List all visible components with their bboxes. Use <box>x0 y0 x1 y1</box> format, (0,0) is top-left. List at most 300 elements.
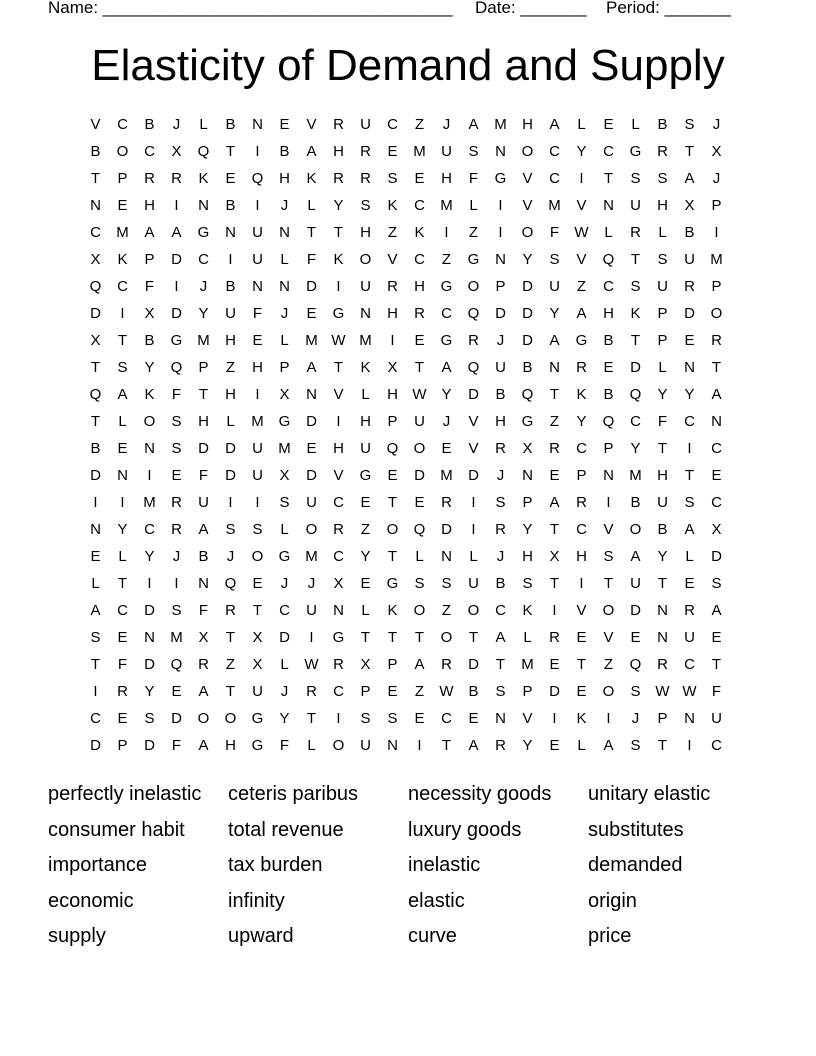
grid-letter: N <box>333 602 344 619</box>
grid-letter: D <box>522 332 533 349</box>
grid-letter: C <box>279 602 290 619</box>
grid-letter: B <box>279 143 290 160</box>
grid-letter: U <box>252 683 263 700</box>
grid-letter: A <box>684 521 695 538</box>
grid-letter: T <box>90 359 101 376</box>
grid-letter: I <box>228 251 233 268</box>
grid-letter: T <box>684 143 695 160</box>
grid-letter: I <box>336 413 341 430</box>
grid-letter: H <box>495 413 506 430</box>
grid-letter: Z <box>603 656 614 673</box>
grid-letter: P <box>144 251 155 268</box>
grid-letter: J <box>712 116 721 133</box>
grid-letter: M <box>548 197 561 214</box>
word-list-item: luxury goods <box>408 818 522 841</box>
grid-letter: E <box>630 629 641 646</box>
grid-letter: T <box>603 170 614 187</box>
grid-letter: F <box>468 170 479 187</box>
grid-letter: R <box>549 440 560 457</box>
grid-letter: Z <box>576 278 587 295</box>
grid-letter: H <box>360 413 371 430</box>
grid-letter: J <box>280 305 289 322</box>
grid-letter: C <box>198 251 209 268</box>
grid-letter: R <box>549 629 560 646</box>
grid-letter: L <box>361 602 370 619</box>
grid-letter: H <box>387 386 398 403</box>
grid-letter: H <box>333 143 344 160</box>
grid-letter: A <box>171 224 182 241</box>
grid-letter: L <box>199 116 208 133</box>
grid-letter: N <box>90 197 101 214</box>
grid-letter: U <box>252 467 263 484</box>
grid-letter: D <box>495 305 506 322</box>
grid-letter: U <box>441 143 452 160</box>
grid-letter: Q <box>467 305 480 322</box>
grid-letter: E <box>414 494 425 511</box>
grid-letter: R <box>495 440 506 457</box>
grid-letter: N <box>549 359 560 376</box>
grid-letter: Y <box>522 521 533 538</box>
grid-letter: J <box>280 683 289 700</box>
grid-letter: U <box>306 602 317 619</box>
grid-letter: N <box>144 440 155 457</box>
grid-letter: S <box>387 170 398 187</box>
grid-letter: B <box>630 494 641 511</box>
grid-letter: T <box>117 332 128 349</box>
grid-letter: L <box>91 575 100 592</box>
grid-letter: N <box>495 251 506 268</box>
grid-letter: C <box>603 143 614 160</box>
grid-letter: F <box>279 737 290 754</box>
grid-letter: Q <box>521 386 534 403</box>
grid-letter: R <box>333 521 344 538</box>
grid-letter: H <box>441 170 452 187</box>
grid-letter: Z <box>441 602 452 619</box>
grid-letter: T <box>711 656 722 673</box>
grid-letter: R <box>360 143 371 160</box>
grid-letter: M <box>494 116 507 133</box>
grid-letter: H <box>576 548 587 565</box>
grid-letter: H <box>414 278 425 295</box>
grid-letter: R <box>306 683 317 700</box>
grid-letter: D <box>414 467 425 484</box>
grid-letter: T <box>603 575 614 592</box>
grid-letter: L <box>604 224 613 241</box>
grid-letter: C <box>684 413 695 430</box>
grid-letter: P <box>198 359 209 376</box>
grid-letter: I <box>255 197 260 214</box>
grid-letter: S <box>630 683 641 700</box>
grid-letter: K <box>144 386 155 403</box>
grid-letter: D <box>198 440 209 457</box>
grid-letter: B <box>144 116 155 133</box>
grid-letter: D <box>306 413 317 430</box>
grid-letter: G <box>332 629 345 646</box>
grid-letter: C <box>549 170 560 187</box>
grid-letter: L <box>658 359 667 376</box>
grid-letter: B <box>225 278 236 295</box>
grid-letter: C <box>144 521 155 538</box>
grid-letter: A <box>603 737 614 754</box>
grid-letter: F <box>198 602 209 619</box>
word-list-item: economic <box>48 889 134 912</box>
grid-letter: T <box>387 629 398 646</box>
grid-letter: W <box>655 683 670 700</box>
grid-letter: V <box>90 116 101 133</box>
grid-letter: S <box>468 143 479 160</box>
grid-letter: F <box>711 683 722 700</box>
grid-letter: K <box>576 710 587 727</box>
grid-letter: A <box>198 737 209 754</box>
grid-letter: I <box>228 494 233 511</box>
grid-letter: L <box>415 548 424 565</box>
word-list-item: origin <box>588 889 637 912</box>
grid-letter: N <box>603 197 614 214</box>
grid-letter: T <box>414 359 425 376</box>
period-field: Period: _______ <box>606 0 731 17</box>
grid-letter: I <box>93 494 98 511</box>
grid-letter: R <box>144 170 155 187</box>
grid-letter: A <box>630 548 641 565</box>
grid-letter: M <box>143 494 156 511</box>
grid-letter: N <box>657 629 668 646</box>
grid-letter: Z <box>387 224 398 241</box>
grid-letter: M <box>710 251 723 268</box>
grid-letter: A <box>306 359 317 376</box>
grid-letter: O <box>467 602 480 619</box>
word-list-item: substitutes <box>588 818 684 841</box>
grid-letter: T <box>468 629 479 646</box>
grid-letter: A <box>711 386 722 403</box>
grid-letter: C <box>144 143 155 160</box>
grid-letter: O <box>251 548 264 565</box>
grid-letter: Y <box>576 143 587 160</box>
grid-letter: C <box>495 602 506 619</box>
grid-letter: W <box>574 224 589 241</box>
grid-letter: T <box>549 521 560 538</box>
word-list-item: necessity goods <box>408 783 552 805</box>
grid-letter: X <box>171 143 182 160</box>
grid-letter: R <box>225 602 236 619</box>
grid-letter: S <box>441 575 452 592</box>
grid-letter: T <box>252 602 263 619</box>
grid-letter: F <box>549 224 560 241</box>
grid-letter: X <box>387 359 398 376</box>
grid-letter: D <box>144 656 155 673</box>
grid-letter: P <box>387 656 398 673</box>
grid-letter: P <box>711 197 722 214</box>
grid-letter: E <box>252 332 263 349</box>
grid-letter: M <box>440 197 453 214</box>
grid-letter: R <box>171 494 182 511</box>
grid-letter: B <box>495 386 506 403</box>
grid-letter: X <box>711 143 722 160</box>
grid-letter: T <box>657 575 668 592</box>
grid-letter: M <box>116 224 129 241</box>
grid-letter: E <box>117 440 128 457</box>
grid-letter: F <box>252 305 263 322</box>
grid-letter: O <box>224 710 237 727</box>
grid-letter: W <box>439 683 454 700</box>
grid-letter: O <box>602 683 615 700</box>
grid-letter: J <box>712 170 721 187</box>
grid-letter: O <box>197 710 210 727</box>
grid-letter: O <box>359 251 372 268</box>
grid-letter: U <box>360 440 371 457</box>
grid-letter: C <box>414 251 425 268</box>
grid-letter: I <box>390 332 395 349</box>
grid-letter: J <box>442 116 451 133</box>
grid-letter: U <box>468 575 479 592</box>
grid-letter: I <box>687 440 692 457</box>
grid-letter: T <box>333 359 344 376</box>
grid-letter: F <box>144 278 155 295</box>
grid-letter: D <box>90 737 101 754</box>
grid-letter: T <box>117 575 128 592</box>
grid-letter: T <box>549 575 560 592</box>
grid-letter: X <box>279 386 290 403</box>
grid-letter: I <box>687 737 692 754</box>
grid-letter: C <box>684 656 695 673</box>
grid-letter: H <box>333 440 344 457</box>
grid-letter: I <box>417 737 422 754</box>
word-list-item: importance <box>48 854 147 876</box>
grid-letter: R <box>576 494 587 511</box>
grid-letter: V <box>522 710 533 727</box>
word-list <box>48 778 768 956</box>
grid-letter: T <box>657 737 668 754</box>
grid-letter: V <box>576 197 587 214</box>
grid-letter: S <box>90 629 101 646</box>
grid-letter: S <box>360 197 371 214</box>
grid-letter: T <box>576 656 587 673</box>
grid-letter: R <box>360 170 371 187</box>
grid-letter: O <box>710 305 723 322</box>
grid-letter: X <box>522 440 533 457</box>
grid-letter: N <box>387 737 398 754</box>
grid-letter: C <box>387 116 398 133</box>
grid-letter: U <box>495 359 506 376</box>
grid-letter: S <box>711 575 722 592</box>
grid-letter: N <box>252 116 263 133</box>
grid-letter: B <box>198 548 209 565</box>
grid-letter: K <box>333 251 344 268</box>
grid-letter: N <box>603 467 614 484</box>
grid-letter: P <box>522 683 533 700</box>
grid-letter: F <box>306 251 317 268</box>
grid-letter: T <box>549 386 560 403</box>
grid-letter: O <box>386 521 399 538</box>
grid-letter: X <box>252 629 263 646</box>
grid-letter: I <box>147 467 152 484</box>
word-list-item: inelastic <box>408 854 481 876</box>
grid-letter: P <box>279 359 290 376</box>
grid-letter: Z <box>414 116 425 133</box>
grid-letter: L <box>118 413 127 430</box>
grid-letter: P <box>522 494 533 511</box>
grid-letter: O <box>467 278 480 295</box>
grid-letter: C <box>576 521 587 538</box>
grid-letter: Y <box>144 548 155 565</box>
grid-letter: L <box>307 737 316 754</box>
grid-letter: J <box>307 575 316 592</box>
grid-letter: S <box>225 521 236 538</box>
grid-letter: D <box>144 602 155 619</box>
grid-letter: I <box>471 521 476 538</box>
grid-letter: M <box>305 548 318 565</box>
grid-letter: I <box>552 602 557 619</box>
grid-letter: A <box>117 386 128 403</box>
grid-letter: T <box>441 737 452 754</box>
grid-letter: C <box>603 278 614 295</box>
grid-letter: X <box>711 521 722 538</box>
grid-letter: L <box>469 548 478 565</box>
grid-letter: C <box>333 548 344 565</box>
grid-letter: K <box>198 170 209 187</box>
grid-letter: E <box>171 467 182 484</box>
grid-letter: E <box>576 683 587 700</box>
grid-letter: O <box>143 413 156 430</box>
grid-letter: C <box>333 683 344 700</box>
grid-letter: L <box>577 116 586 133</box>
grid-letter: E <box>117 710 128 727</box>
grid-letter: E <box>549 467 560 484</box>
grid-letter: Z <box>414 683 425 700</box>
grid-letter: I <box>147 575 152 592</box>
grid-letter: E <box>549 656 560 673</box>
grid-letter: C <box>576 440 587 457</box>
grid-letter: X <box>144 305 155 322</box>
grid-letter: R <box>468 332 479 349</box>
grid-letter: S <box>144 710 155 727</box>
grid-letter: T <box>90 656 101 673</box>
grid-letter: S <box>387 710 398 727</box>
grid-letter: D <box>630 359 641 376</box>
grid-letter: T <box>387 494 398 511</box>
word-list-item: upward <box>228 925 294 947</box>
grid-letter: B <box>684 224 695 241</box>
page-title: Elasticity of Demand and Supply <box>91 41 725 90</box>
grid-letter: N <box>117 467 128 484</box>
grid-letter: U <box>360 116 371 133</box>
grid-letter: I <box>579 170 584 187</box>
grid-letter: R <box>171 521 182 538</box>
grid-letter: H <box>279 170 290 187</box>
grid-letter: X <box>684 197 695 214</box>
grid-letter: J <box>226 548 235 565</box>
grid-letter: D <box>306 278 317 295</box>
grid-letter: U <box>252 440 263 457</box>
grid-letter: C <box>441 710 452 727</box>
grid-letter: Y <box>657 548 668 565</box>
grid-letter: K <box>360 359 371 376</box>
grid-letter: X <box>360 656 371 673</box>
grid-letter: V <box>306 116 317 133</box>
grid-letter: V <box>468 440 479 457</box>
grid-letter: F <box>171 737 182 754</box>
grid-letter: L <box>523 629 532 646</box>
grid-letter: H <box>360 224 371 241</box>
grid-letter: M <box>197 332 210 349</box>
grid-letter: E <box>468 710 479 727</box>
grid-letter: J <box>442 413 451 430</box>
grid-letter: F <box>117 656 128 673</box>
grid-letter: Q <box>170 656 183 673</box>
grid-letter: C <box>549 143 560 160</box>
grid-letter: S <box>522 575 533 592</box>
grid-letter: Y <box>522 737 533 754</box>
grid-letter: D <box>225 440 236 457</box>
grid-letter: R <box>684 278 695 295</box>
grid-letter: A <box>306 143 317 160</box>
grid-letter: O <box>602 602 615 619</box>
grid-letter: Y <box>549 305 560 322</box>
grid-letter: N <box>495 710 506 727</box>
grid-letter: Y <box>198 305 209 322</box>
grid-letter: A <box>441 359 452 376</box>
grid-letter: U <box>360 737 371 754</box>
grid-letter: E <box>549 737 560 754</box>
grid-letter: C <box>711 737 722 754</box>
grid-letter: R <box>657 656 668 673</box>
grid-letter: O <box>413 440 426 457</box>
grid-letter: A <box>576 305 587 322</box>
grid-letter: Z <box>468 224 479 241</box>
grid-letter: R <box>198 656 209 673</box>
grid-letter: J <box>172 116 181 133</box>
grid-letter: C <box>90 710 101 727</box>
grid-letter: S <box>549 251 560 268</box>
word-list-item: tax burden <box>228 854 323 876</box>
grid-letter: V <box>576 251 587 268</box>
grid-letter: D <box>468 386 479 403</box>
grid-letter: J <box>631 710 640 727</box>
grid-letter: Y <box>576 413 587 430</box>
grid-letter: U <box>684 251 695 268</box>
grid-letter: P <box>495 278 506 295</box>
grid-letter: E <box>603 359 614 376</box>
grid-letter: B <box>90 143 101 160</box>
grid-letter: Q <box>251 170 264 187</box>
grid-letter: Y <box>441 386 452 403</box>
grid-letter: F <box>657 413 668 430</box>
grid-letter: J <box>496 467 505 484</box>
grid-letter: E <box>90 548 101 565</box>
grid-letter: E <box>603 116 614 133</box>
grid-letter: S <box>657 170 668 187</box>
grid-letter: H <box>522 116 533 133</box>
grid-letter: Y <box>522 251 533 268</box>
grid-letter: U <box>630 197 641 214</box>
grid-letter: L <box>658 224 667 241</box>
grid-letter: T <box>306 224 317 241</box>
grid-letter: A <box>549 332 560 349</box>
grid-letter: A <box>684 170 695 187</box>
grid-letter: R <box>171 170 182 187</box>
word-list-item: demanded <box>588 854 683 876</box>
grid-letter: I <box>336 710 341 727</box>
grid-letter: N <box>684 359 695 376</box>
grid-letter: Y <box>144 683 155 700</box>
grid-letter: K <box>117 251 128 268</box>
grid-letter: R <box>576 359 587 376</box>
grid-letter: A <box>414 656 425 673</box>
grid-letter: R <box>387 278 398 295</box>
grid-letter: E <box>684 575 695 592</box>
grid-letter: B <box>495 575 506 592</box>
grid-letter: N <box>252 278 263 295</box>
grid-letter: H <box>522 548 533 565</box>
